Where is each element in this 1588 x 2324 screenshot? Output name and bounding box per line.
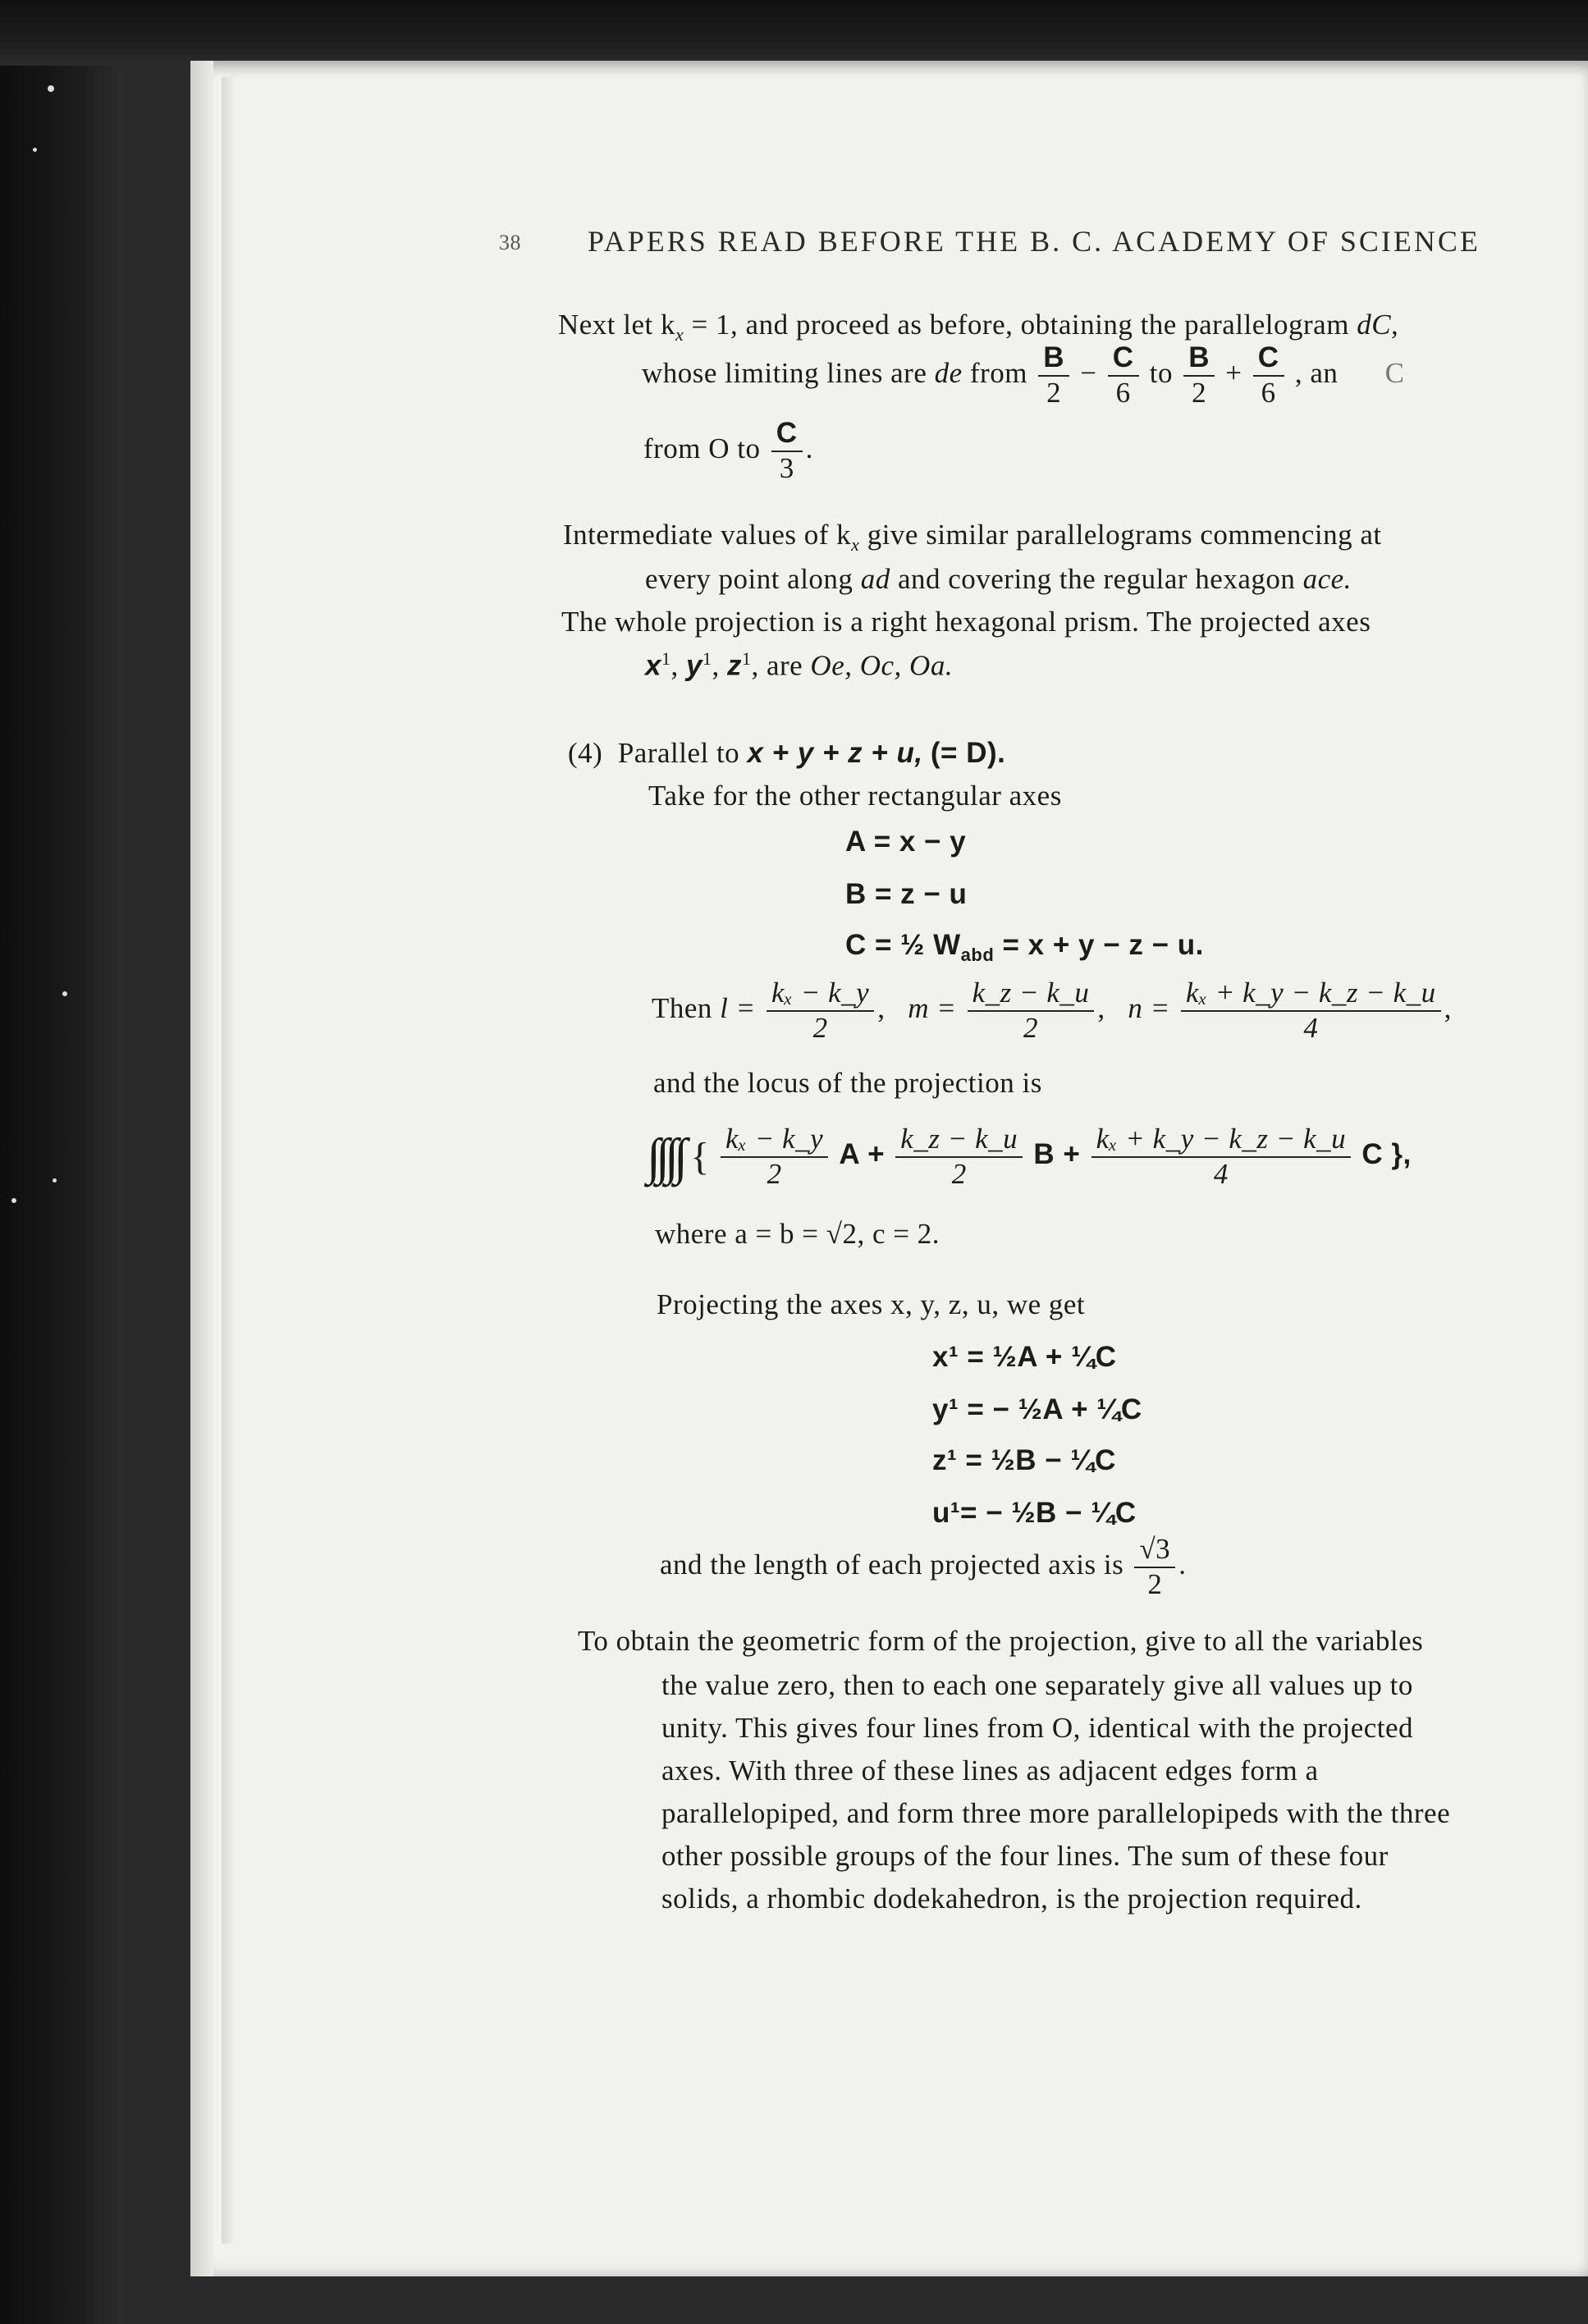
eq-C: C = ½ $W_{abd} = x + y - z - u$.	[845, 929, 1204, 965]
then-line: Then l = $\frac{\text{kₓ − k\_y}}{2}$ , m = $\frac{k\_z - k\_u}{2}$ , n = $\frac{\text{kₓ + k\_y − k\_z − k\_u}}{4}$ ,	[652, 977, 1452, 1044]
where-line: where a = b = √2, c = 2.	[655, 1218, 940, 1250]
closing-line-7: solids, a rhombic dodekahedron, is the projection required.	[661, 1883, 1362, 1915]
scan-speck	[33, 148, 37, 152]
p2-line2: every point along ad and covering the regular hexagon ace.	[645, 563, 1352, 595]
scan-speck	[62, 991, 67, 996]
locus-text: and the locus of the projection is	[653, 1067, 1042, 1099]
closing-line-1: To obtain the geometric form of the projection, give to all the variables	[578, 1625, 1424, 1657]
proj-z: z¹ = ½B − ¼C	[932, 1444, 1116, 1476]
scan-top-border	[0, 0, 1588, 66]
p2-line4: $x^1$, $y^1$, $z^1$, are Oe, Oc, Oa.	[645, 648, 954, 682]
page-binding-strip	[190, 61, 213, 2276]
scan-left-border	[0, 0, 123, 2324]
closing-line-4: axes. With three of these lines as adjacent edges form a	[661, 1754, 1319, 1786]
p2-line3: The whole projection is a right hexagonal prism. The projected axes	[561, 606, 1371, 638]
length-line: and the length of each projected axis is $\frac{√3}{2}$ .	[660, 1533, 1187, 1600]
locus-formula: ∫∫∫∫ { $\frac{\text{kₓ − k\_y}}{2}$ A + $\frac{k\_z - k\_u}{2}$ B + $\frac{\text{kₓ + k\_y − k\_z − k\_u}}{4}$ C },	[647, 1123, 1412, 1190]
closing-line-2: the value zero, then to each one separately give all values up to	[661, 1669, 1413, 1701]
closing-line-3: unity. This gives four lines from O, identical with the projected	[661, 1712, 1414, 1744]
p1-line3: from O to $\frac{C}{3}$ .	[643, 417, 813, 484]
proj-x: x¹ = ½A + ¼C	[932, 1341, 1117, 1373]
section4-take: Take for the other rectangular axes	[648, 780, 1062, 812]
p1-line2: whose limiting lines are de from $\frac{B}{2}$ − $\frac{C}{6}$ to $\frac{B}{2}$ + $\frac{C}{6}$ , an C	[642, 341, 1405, 409]
page-number: 38	[499, 231, 521, 254]
section4-heading: (4) Parallel to x + y + z + u, (= D).	[568, 737, 1006, 769]
p1-line1: Next let $k_x = 1$, and proceed as before, obtaining the parallelogram dC,	[558, 309, 1399, 345]
proj-y: y¹ = − ½A + ¼C	[932, 1393, 1142, 1425]
eq-A: A = x − y	[845, 826, 967, 858]
scan-speck	[48, 85, 54, 92]
closing-line-5: parallelopiped, and form three more parallelopipeds with the three	[661, 1797, 1451, 1829]
scan-speck	[11, 1198, 16, 1203]
running-title: PAPERS READ BEFORE THE B. C. ACADEMY OF SCIENCE	[588, 225, 1480, 258]
p2-line1: Intermediate values of $k_x$ give similar parallelograms commencing at	[563, 519, 1382, 555]
closing-line-6: other possible groups of the four lines. The sum of these four	[661, 1840, 1389, 1872]
page-inner-edge	[222, 77, 235, 2244]
scan-speck	[53, 1178, 57, 1183]
eq-B: B = z − u	[845, 878, 968, 910]
proj-u: u¹= − ½B − ¼C	[932, 1497, 1137, 1529]
projecting-line: Projecting the axes x, y, z, u, we get	[657, 1288, 1086, 1320]
